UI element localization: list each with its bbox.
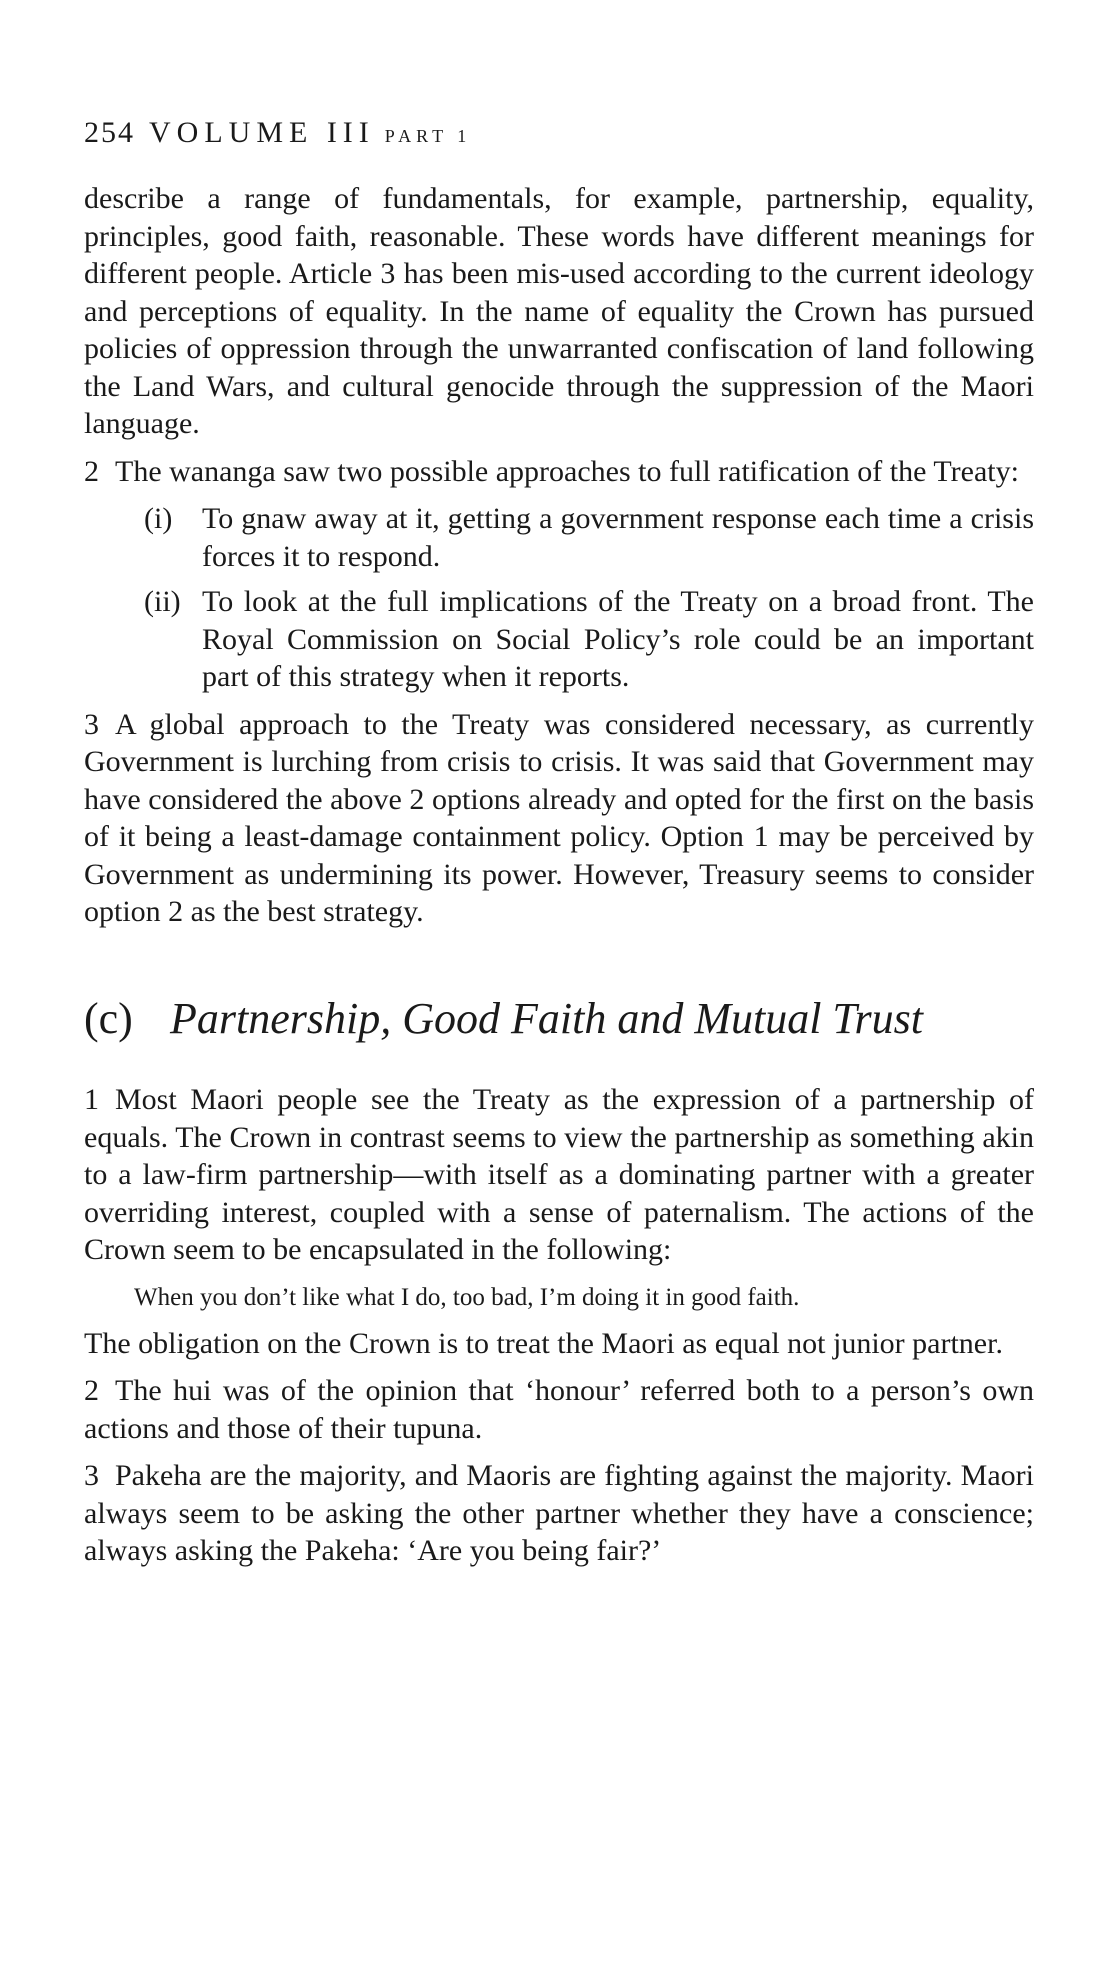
section-title: Partnership, Good Faith and Mutual Trust: [170, 993, 923, 1043]
section-c-point-2: [84, 1372, 1034, 1447]
section-c-point-1: [84, 1081, 1034, 1269]
option-marker: (ii): [144, 585, 181, 618]
point-2: [84, 453, 1034, 491]
section-c-point-1-continuation: The obligation on the Crown is to treat the Maori as equal not junior partner.: [84, 1326, 1003, 1360]
section-c-point-3: [84, 1457, 1034, 1570]
section-c-point-2-number: 2: [84, 1374, 99, 1408]
volume-label: VOLUME III: [149, 116, 375, 149]
point-2-text: The wananga saw two possible approaches to full ratification of the Treaty:: [115, 454, 1019, 488]
section-c-point-2-text: The hui was of the opinion that ‘honour’ referred both to a person’s own actions and those of their tupuna.: [84, 1374, 1034, 1445]
intro-paragraph: describe a range of fundamentals, for example, partnership, equality, principles, good faith, reasonable. These words have different meanings for different people. Article 3 has been mis-used according to the current ideology and perceptions of equality. In the name of equality the Crown has pursued policies of oppression through the unwarranted confiscation of land following the Land Wars, and cultural genocide through the suppression of the Maori language.: [84, 182, 1034, 440]
running-head: [84, 118, 1034, 148]
point-3-number: 3: [84, 707, 99, 741]
section-c-point-3-number: 3: [84, 1459, 99, 1493]
part-label: PART 1: [384, 126, 472, 146]
option-text: To look at the full implications of the Treaty on a broad front. The Royal Commission on Social Policy’s role could be an important part of this strategy when it reports.: [202, 585, 1034, 693]
section-heading: [84, 993, 1034, 1046]
page-number: 254: [84, 116, 135, 149]
block-quote: When you don’t like what I do, too bad, I’m doing it in good faith.: [134, 1283, 800, 1311]
options-list: [144, 500, 1034, 696]
option-marker: (i): [144, 502, 173, 535]
option-text: To gnaw away at it, getting a government response each time a crisis forces it to respond.: [202, 502, 1034, 573]
point-3: [84, 706, 1034, 931]
section-letter: (c): [84, 993, 133, 1043]
point-3-text: A global approach to the Treaty was considered necessary, as currently Government is lurching from crisis to crisis. It was said that Government may have considered the above 2 options already and opted for the first on the basis of it being a least-damage containment policy. Option 1 may be perceived by Government as undermining its power. However, Treasury seems to consider option 2 as the best strategy.: [84, 707, 1034, 928]
section-c-point-3-text: Pakeha are the majority, and Maoris are fighting against the majority. Maori always seem to be asking the other partner whether they have a conscience; always asking the Pakeha: ‘Are you being fair?’: [84, 1459, 1034, 1568]
point-2-number: 2: [84, 454, 99, 488]
option-item: [144, 583, 1034, 696]
section-c-point-1-number: 1: [84, 1083, 99, 1117]
page: [84, 118, 1034, 1570]
option-item: [144, 500, 1034, 575]
section-c-point-1-text: Most Maori people see the Treaty as the expression of a partnership of equals. The Crown in contrast seems to view the partnership as something akin to a law-firm partnership—with itself as a dominating partner with a greater overriding interest, coupled with a sense of paternalism. The actions of the Crown seem to be encapsulated in the following:: [84, 1083, 1034, 1267]
